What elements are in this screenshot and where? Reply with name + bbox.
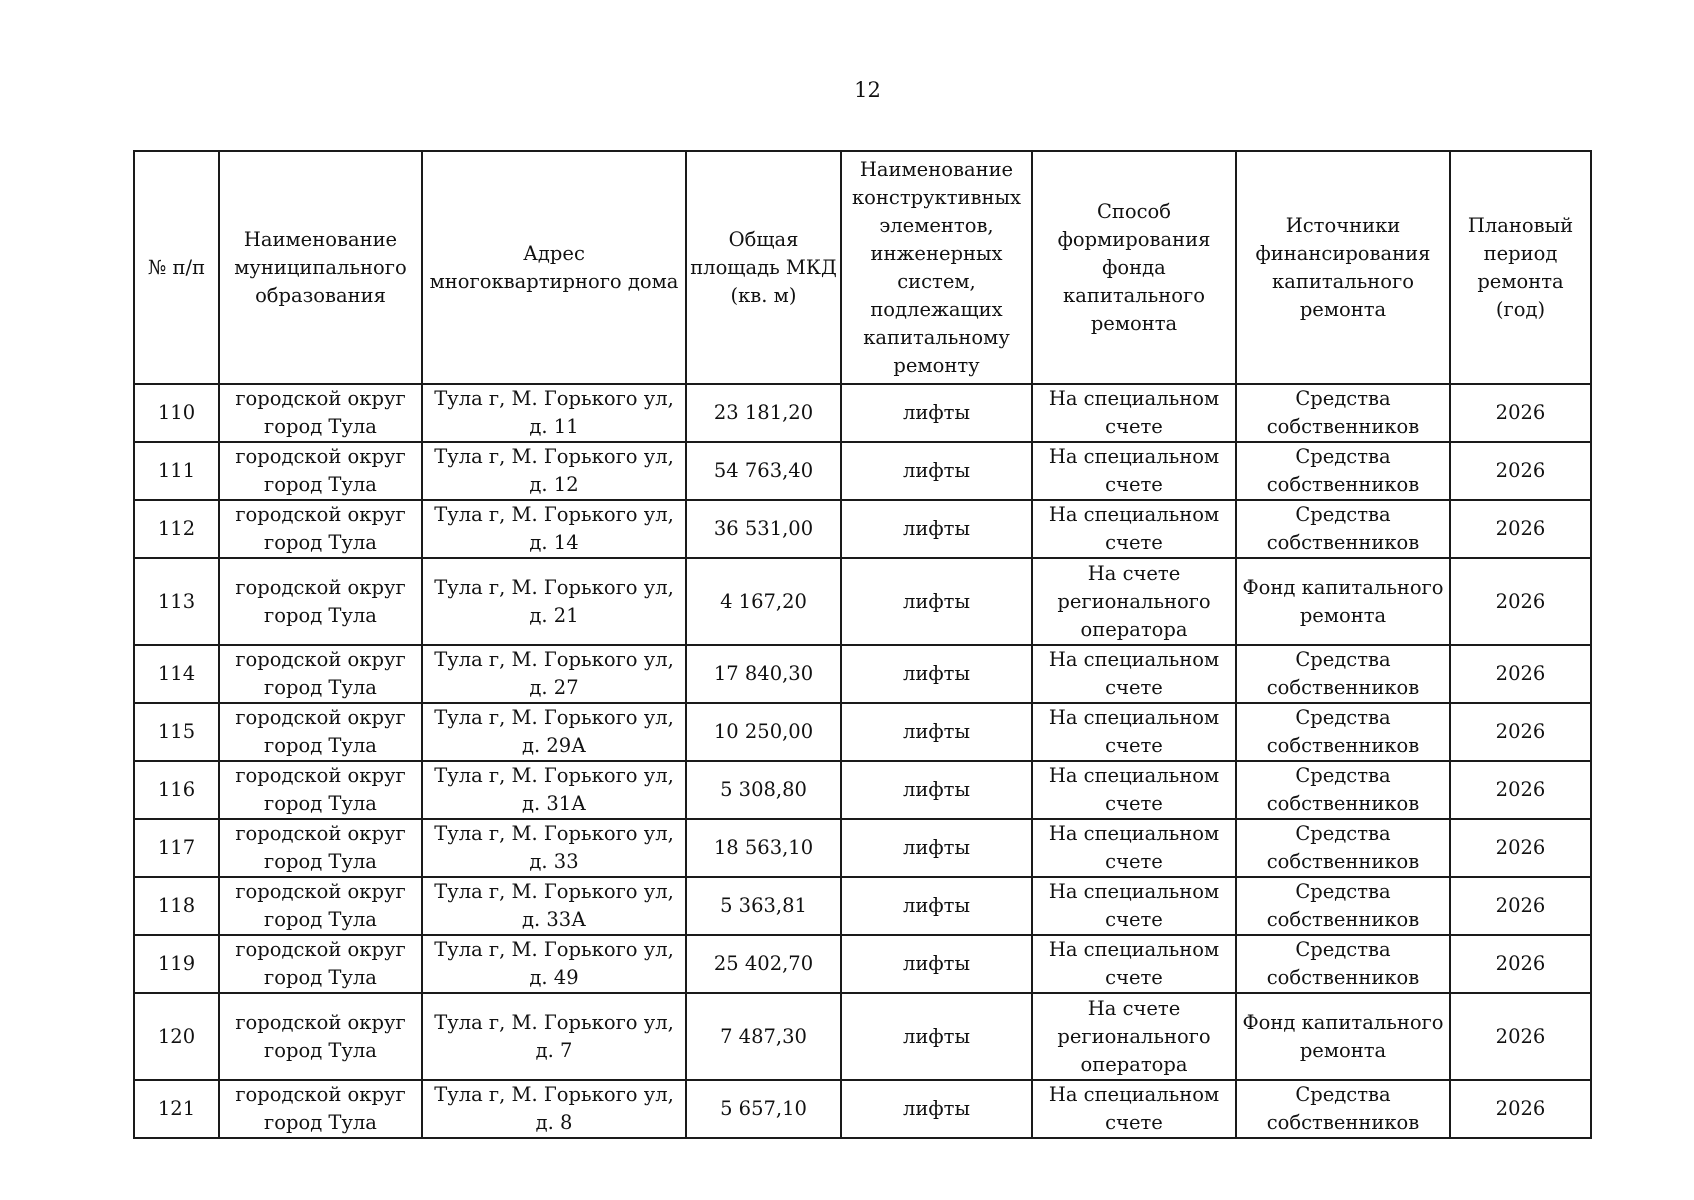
cell-municipality: городской округ город Тула (219, 819, 422, 877)
cell-area: 7 487,30 (686, 993, 841, 1080)
cell-fund-method: На счете регионального оператора (1032, 558, 1236, 645)
cell-planned-year: 2026 (1450, 703, 1591, 761)
cell-municipality: городской округ город Тула (219, 877, 422, 935)
table-row (134, 993, 1591, 1080)
cell-fund-method: На специальном счете (1032, 384, 1236, 442)
cell-address: Тула г, М. Горького ул, д. 33А (422, 877, 686, 935)
cell-planned-year: 2026 (1450, 558, 1591, 645)
cell-number: 119 (134, 935, 219, 993)
cell-planned-year: 2026 (1450, 877, 1591, 935)
cell-fund-method: На специальном счете (1032, 877, 1236, 935)
cell-planned-year: 2026 (1450, 1080, 1591, 1138)
cell-fund-method: На счете регионального оператора (1032, 993, 1236, 1080)
cell-planned-year: 2026 (1450, 761, 1591, 819)
table-row (134, 645, 1591, 703)
cell-municipality: городской округ город Тула (219, 442, 422, 500)
cell-number: 113 (134, 558, 219, 645)
cell-elements: лифты (841, 645, 1032, 703)
table-row (134, 1080, 1591, 1138)
cell-address: Тула г, М. Горького ул, д. 14 (422, 500, 686, 558)
cell-elements: лифты (841, 384, 1032, 442)
cell-address: Тула г, М. Горького ул, д. 29А (422, 703, 686, 761)
cell-fund-method: На специальном счете (1032, 761, 1236, 819)
cell-municipality: городской округ город Тула (219, 761, 422, 819)
cell-number: 116 (134, 761, 219, 819)
cell-address: Тула г, М. Горького ул, д. 21 (422, 558, 686, 645)
cell-area: 23 181,20 (686, 384, 841, 442)
cell-funding-source: Средства собственников (1236, 935, 1450, 993)
cell-fund-method: На специальном счете (1032, 819, 1236, 877)
header-planned-year: Плановый период ремонта (год) (1450, 151, 1591, 384)
cell-funding-source: Средства собственников (1236, 442, 1450, 500)
cell-number: 117 (134, 819, 219, 877)
cell-number: 111 (134, 442, 219, 500)
table-row (134, 558, 1591, 645)
cell-planned-year: 2026 (1450, 500, 1591, 558)
cell-fund-method: На специальном счете (1032, 645, 1236, 703)
table-row (134, 442, 1591, 500)
cell-number: 110 (134, 384, 219, 442)
table-row (134, 500, 1591, 558)
cell-funding-source: Средства собственников (1236, 384, 1450, 442)
cell-fund-method: На специальном счете (1032, 442, 1236, 500)
cell-area: 18 563,10 (686, 819, 841, 877)
cell-elements: лифты (841, 500, 1032, 558)
cell-address: Тула г, М. Горького ул, д. 49 (422, 935, 686, 993)
cell-municipality: городской округ город Тула (219, 558, 422, 645)
cell-elements: лифты (841, 993, 1032, 1080)
table-header-row (134, 151, 1591, 384)
cell-planned-year: 2026 (1450, 819, 1591, 877)
header-elements: Наименование конструктивных элементов, инженерных систем, подлежащих капитальному ремонту (841, 151, 1032, 384)
cell-area: 54 763,40 (686, 442, 841, 500)
cell-fund-method: На специальном счете (1032, 703, 1236, 761)
cell-address: Тула г, М. Горького ул, д. 11 (422, 384, 686, 442)
table-row (134, 761, 1591, 819)
header-funding-source: Источники финансирования капитального ремонта (1236, 151, 1450, 384)
cell-area: 5 657,10 (686, 1080, 841, 1138)
cell-number: 118 (134, 877, 219, 935)
cell-address: Тула г, М. Горького ул, д. 31А (422, 761, 686, 819)
cell-elements: лифты (841, 819, 1032, 877)
cell-elements: лифты (841, 442, 1032, 500)
table-row (134, 819, 1591, 877)
cell-municipality: городской округ город Тула (219, 645, 422, 703)
cell-funding-source: Средства собственников (1236, 500, 1450, 558)
cell-fund-method: На специальном счете (1032, 500, 1236, 558)
cell-address: Тула г, М. Горького ул, д. 8 (422, 1080, 686, 1138)
cell-municipality: городской округ город Тула (219, 993, 422, 1080)
cell-number: 115 (134, 703, 219, 761)
cell-address: Тула г, М. Горького ул, д. 27 (422, 645, 686, 703)
cell-area: 25 402,70 (686, 935, 841, 993)
cell-funding-source: Средства собственников (1236, 1080, 1450, 1138)
cell-address: Тула г, М. Горького ул, д. 12 (422, 442, 686, 500)
header-address: Адрес многоквартирного дома (422, 151, 686, 384)
cell-elements: лифты (841, 703, 1032, 761)
cell-fund-method: На специальном счете (1032, 935, 1236, 993)
table-row (134, 384, 1591, 442)
cell-funding-source: Средства собственников (1236, 645, 1450, 703)
cell-municipality: городской округ город Тула (219, 1080, 422, 1138)
cell-municipality: городской округ город Тула (219, 384, 422, 442)
cell-area: 4 167,20 (686, 558, 841, 645)
cell-fund-method: На специальном счете (1032, 1080, 1236, 1138)
cell-elements: лифты (841, 935, 1032, 993)
cell-funding-source: Средства собственников (1236, 761, 1450, 819)
cell-elements: лифты (841, 558, 1032, 645)
cell-planned-year: 2026 (1450, 935, 1591, 993)
cell-planned-year: 2026 (1450, 993, 1591, 1080)
cell-elements: лифты (841, 877, 1032, 935)
header-number: № п/п (134, 151, 219, 384)
cell-planned-year: 2026 (1450, 645, 1591, 703)
cell-number: 112 (134, 500, 219, 558)
cell-area: 17 840,30 (686, 645, 841, 703)
cell-funding-source: Фонд капитального ремонта (1236, 558, 1450, 645)
cell-area: 5 308,80 (686, 761, 841, 819)
header-municipality: Наименование муниципального образования (219, 151, 422, 384)
table-row (134, 877, 1591, 935)
cell-area: 36 531,00 (686, 500, 841, 558)
cell-municipality: городской округ город Тула (219, 703, 422, 761)
cell-address: Тула г, М. Горького ул, д. 33 (422, 819, 686, 877)
cell-elements: лифты (841, 1080, 1032, 1138)
cell-number: 121 (134, 1080, 219, 1138)
cell-municipality: городской округ город Тула (219, 500, 422, 558)
cell-funding-source: Средства собственников (1236, 703, 1450, 761)
header-area: Общая площадь МКД (кв. м) (686, 151, 841, 384)
cell-area: 5 363,81 (686, 877, 841, 935)
cell-area: 10 250,00 (686, 703, 841, 761)
cell-funding-source: Средства собственников (1236, 877, 1450, 935)
cell-funding-source: Средства собственников (1236, 819, 1450, 877)
cell-planned-year: 2026 (1450, 442, 1591, 500)
cell-number: 114 (134, 645, 219, 703)
page-number: 12 (854, 78, 881, 102)
capital-repair-table (133, 150, 1592, 1139)
table-body (134, 384, 1591, 1138)
cell-address: Тула г, М. Горького ул, д. 7 (422, 993, 686, 1080)
table-row (134, 703, 1591, 761)
cell-number: 120 (134, 993, 219, 1080)
table-row (134, 935, 1591, 993)
header-fund-method: Способ формирования фонда капитального ремонта (1032, 151, 1236, 384)
cell-elements: лифты (841, 761, 1032, 819)
cell-planned-year: 2026 (1450, 384, 1591, 442)
cell-funding-source: Фонд капитального ремонта (1236, 993, 1450, 1080)
cell-municipality: городской округ город Тула (219, 935, 422, 993)
